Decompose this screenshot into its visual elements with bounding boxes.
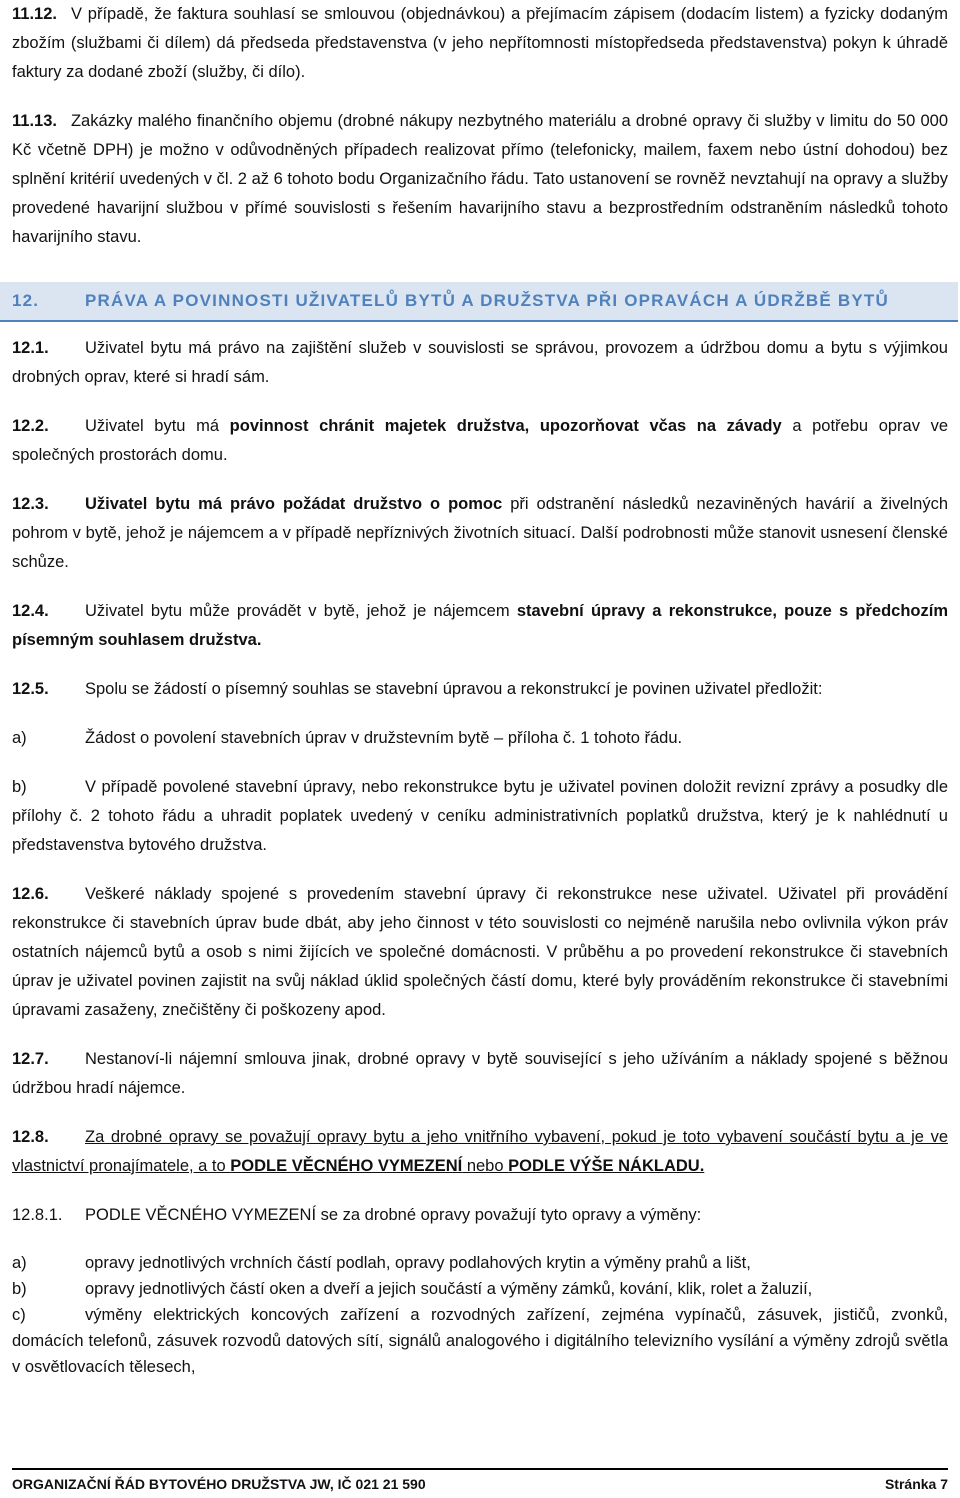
paragraph-number: 12.2. bbox=[12, 417, 49, 435]
paragraph-bold-text: stavební úpravy a rekonstrukce, pouze s předchozím písemným souhlasem družstva. bbox=[12, 602, 948, 649]
paragraph-12-8-1 bbox=[12, 1201, 948, 1230]
paragraph-number: 11.13. bbox=[12, 112, 57, 130]
paragraph-text: V případě, že faktura souhlasí se smlouvou (objednávkou) a přejímacím zápisem (dodacím listem) a fyzicky dodaným zbožím (službami či dílem) dá předseda představenstva (v jeho nepřítomnosti místopředseda představenstva) pokyn k úhradě faktury za dodané zboží (služby, či dílo). bbox=[12, 5, 948, 81]
list-item bbox=[12, 1276, 948, 1302]
paragraph-12-4 bbox=[12, 597, 948, 655]
footer-document-title: ORGANIZAČNÍ ŘÁD BYTOVÉHO DRUŽSTVA JW, IČ 021 21 590 bbox=[12, 1476, 426, 1492]
paragraph-number: 12.1. bbox=[12, 339, 49, 357]
document-page bbox=[12, 0, 948, 1380]
paragraph-text: Uživatel bytu může provádět v bytě, jehož je nájemcem bbox=[85, 602, 517, 620]
paragraph-12-6 bbox=[12, 880, 948, 1025]
paragraph-text: Uživatel bytu má bbox=[85, 417, 230, 435]
list-text: opravy jednotlivých částí oken a dveří a jejich součástí a výměny zámků, kování, klik, rolet a žaluzií, bbox=[85, 1280, 813, 1298]
paragraph-12-5-a bbox=[12, 724, 948, 753]
paragraph-number: 12.4. bbox=[12, 602, 49, 620]
paragraph-text: a potřebu oprav ve společných prostorách domu. bbox=[12, 417, 949, 464]
paragraph-bold-text: Uživatel bytu má právo požádat družstvo o pomoc bbox=[85, 495, 503, 513]
paragraph-number: 12.8.1. bbox=[12, 1206, 63, 1224]
list-label: b) bbox=[12, 1280, 27, 1298]
paragraph-number: 12.8. bbox=[12, 1128, 49, 1146]
paragraph-text: při odstranění následků nezaviněných havárií a živelných pohrom v bytě, jehož je nájemcem a v případě nepříznivých životních situací. Další podrobnosti může stanovit usnesení členské schůze. bbox=[12, 495, 948, 571]
paragraph-number: 12.7. bbox=[12, 1050, 49, 1068]
paragraph-12-7 bbox=[12, 1045, 948, 1103]
paragraph-text: Veškeré náklady spojené s provedením stavební úpravy či rekonstrukce nese uživatel. Uživatel při provádění rekonstrukce či stavebních úprav bude dbát, aby jeho činnost v této souvislosti co nejméně narušila nebo ovlivnila výkon práv ostatních nájemců bytů a osob s nimi žijících ve společné domácnosti. V průběhu a po provedení rekonstrukce či stavebních úprav je uživatel povinen zajistit na svůj náklad úklid společných částí domu, které byly prováděním rekonstrukce či stavebními úpravami zasaženy, znečištěny či poškozeny apod. bbox=[12, 885, 948, 1019]
paragraph-number: 12.5. bbox=[12, 680, 49, 698]
paragraph-12-3 bbox=[12, 490, 948, 577]
paragraph-number: 12.6. bbox=[12, 885, 49, 903]
paragraph-11-13 bbox=[12, 107, 948, 252]
list-label: a) bbox=[12, 1254, 27, 1272]
list-label: a) bbox=[12, 729, 27, 747]
list-text: výměny elektrických koncových zařízení a rozvodných zařízení, zejména vypínačů, zásuvek, jističů, zvonků, domácích telefonů, zásuvek rozvodů datových sítí, signálů analogového i digitálního televizního vysílání a výměny zdrojů světla v osvětlovacích tělesech, bbox=[12, 1306, 948, 1376]
list-item bbox=[12, 1250, 948, 1276]
page-footer bbox=[12, 1468, 948, 1492]
list-item bbox=[12, 1302, 948, 1380]
list-label: b) bbox=[12, 778, 27, 796]
list-label: c) bbox=[12, 1306, 26, 1324]
paragraph-bold-text: PODLE VÝŠE NÁKLADU. bbox=[508, 1157, 705, 1175]
section-number: 12. bbox=[12, 291, 40, 310]
paragraph-text: Nestanoví-li nájemní smlouva jinak, drobné opravy v bytě související s jeho užíváním a náklady spojené s běžnou údržbou hradí nájemce. bbox=[12, 1050, 948, 1097]
paragraph-number: 12.3. bbox=[12, 495, 49, 513]
list-text: Žádost o povolení stavebních úprav v družstevním bytě – příloha č. 1 tohoto řádu. bbox=[85, 729, 683, 747]
repair-list bbox=[12, 1250, 948, 1380]
paragraph-text: PODLE VĚCNÉHO VYMEZENÍ se za drobné opravy považují tyto opravy a výměny: bbox=[85, 1206, 702, 1224]
paragraph-12-1 bbox=[12, 334, 948, 392]
paragraph-text: nebo bbox=[462, 1157, 509, 1175]
paragraph-12-2 bbox=[12, 412, 948, 470]
paragraph-text: Za drobné opravy se považují opravy bytu a jeho vnitřního vybavení, pokud je toto vybavení součástí bytu a je ve vlastnictví pronajímatele, a to bbox=[12, 1128, 948, 1175]
list-text: V případě povolené stavební úpravy, nebo rekonstrukce bytu je uživatel povinen doložit revizní zprávy a posudky dle přílohy č. 2 tohoto řádu a uhradit poplatek uvedený v ceníku administrativních poplatků družstva, který je k nahlédnutí u představenstva bytového družstva. bbox=[12, 778, 948, 854]
paragraph-12-5 bbox=[12, 675, 948, 704]
paragraph-bold-text: povinnost chránit majetek družstva, upozorňovat včas na závady bbox=[229, 417, 782, 435]
section-title: PRÁVA A POVINNOSTI UŽIVATELŮ BYTŮ A DRUŽSTVA PŘI OPRAVÁCH A ÚDRŽBĚ BYTŮ bbox=[85, 291, 889, 310]
list-text: opravy jednotlivých vrchních částí podlah, opravy podlahových krytin a výměny prahů a lišt, bbox=[85, 1254, 751, 1272]
paragraph-text: Uživatel bytu má právo na zajištění služeb v souvislosti se správou, provozem a údržbou domu a bytu s výjimkou drobných oprav, které si hradí sám. bbox=[12, 339, 948, 386]
paragraph-text: Spolu se žádostí o písemný souhlas se stavební úpravou a rekonstrukcí je povinen uživatel předložit: bbox=[85, 680, 823, 698]
paragraph-text: Zakázky malého finančního objemu (drobné nákupy nezbytného materiálu a drobné opravy či služby v limitu do 50 000 Kč včetně DPH) je možno v odůvodněných případech realizovat přímo (telefonicky, mailem, faxem nebo ústní dohodou) bez splnění kritérií uvedených v čl. 2 až 6 tohoto bodu Organizačního řádu. Tato ustanovení se rovněž nevztahují na opravy a služby provedené havarijní službou v přímé souvislosti s řešením havarijního stavu a bezprostředním odstraněním následků tohoto havarijního stavu. bbox=[12, 112, 948, 246]
paragraph-bold-text: PODLE VĚCNÉHO VYMEZENÍ bbox=[230, 1157, 463, 1175]
paragraph-12-5-b bbox=[12, 773, 948, 860]
footer-page-number: Stránka 7 bbox=[884, 1476, 948, 1492]
paragraph-11-12 bbox=[12, 0, 948, 87]
section-heading-12 bbox=[0, 282, 958, 322]
paragraph-number: 11.12. bbox=[12, 5, 57, 23]
paragraph-12-8 bbox=[12, 1123, 948, 1181]
